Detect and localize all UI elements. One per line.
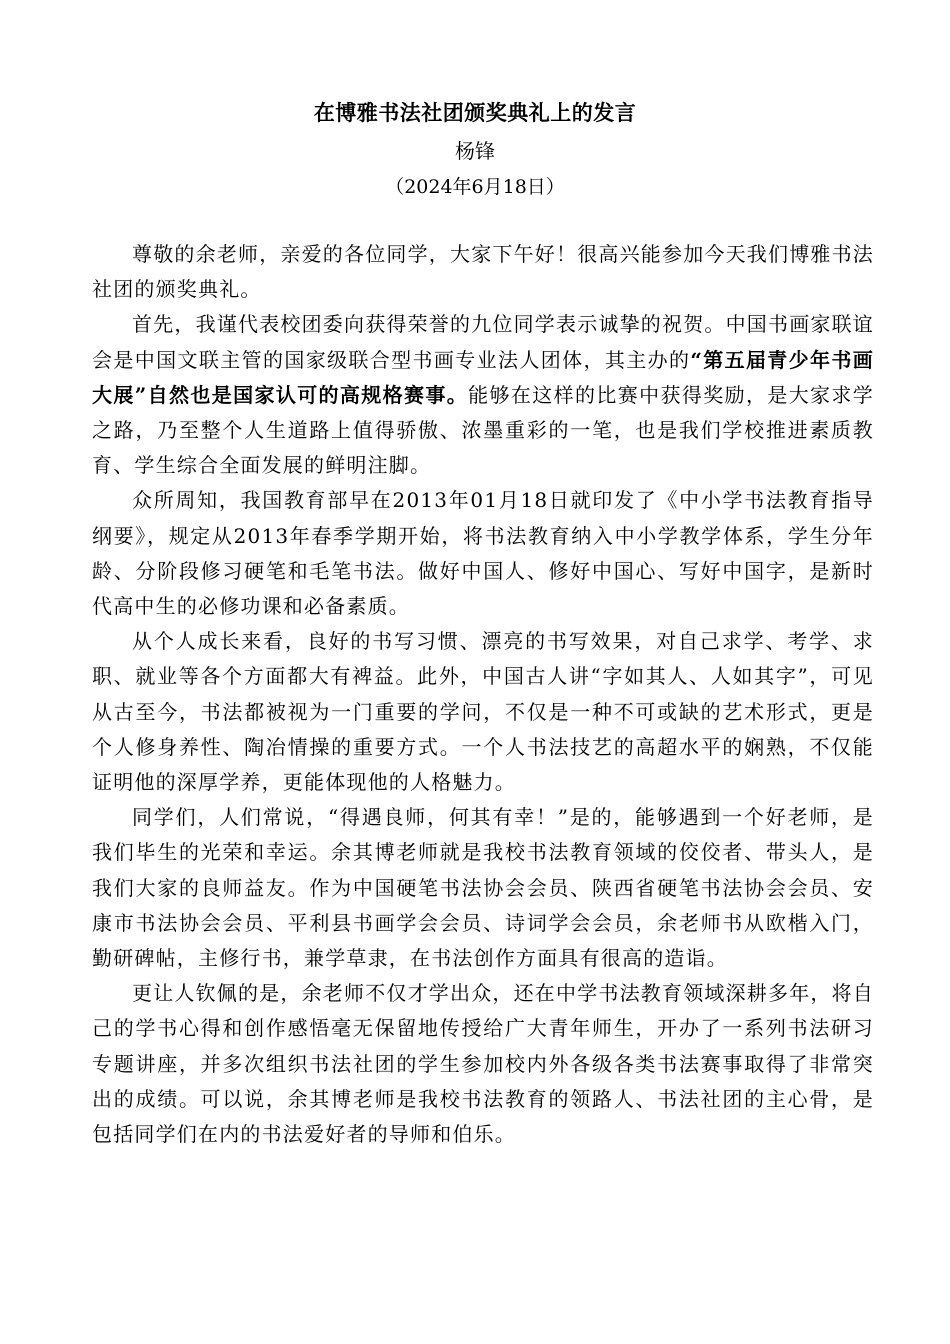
paragraph-teacher-praise: 更让人钦佩的是，余老师不仅才学出众，还在中学书法教育领域深耕多年，将自己的学书心得和创作感悟毫无保留地传授给广大青年师生，开办了一系列书法研习专题讲座，并多次组织书法社团的学生参加校内外各级各类书法赛事取得了非常突出的成绩。可以说，余其博老师是我校书法教育的领路人、书法社团的主心骨，是包括同学们在内的书法爱好者的导师和伯乐。 xyxy=(92,981,874,1147)
document-author: 杨锋 xyxy=(455,139,495,163)
paragraph-personal-growth: 从个人成长来看，良好的书写习惯、漂亮的书写效果，对自己求学、考学、求职、就业等各个方面都大有裨益。此外，中国古人讲“字如其人、人如其字”，可见从古至今，书法都被视为一门重要的学问，不仅是一种不可或缺的艺术形式，更是个人修身养性、陶冶情操的重要方式。一个人书法技艺的高超水平的娴熟，不仅能证明他的深厚学养，更能体现他的人格魅力。 xyxy=(92,629,874,795)
document-title: 在博雅书法社团颁奖典礼上的发言 xyxy=(313,100,637,125)
paragraph-text: 首先，我谨代表校团委向获得荣誉的九位同学表示诚挚的祝贺。中国书画家联谊会是中国文联主管的国家级联合型书画专业法人团体，其主办的 xyxy=(92,312,874,372)
paragraph-bold-text: “第五届青少年书画大展”自然也是国家认可的高规格赛事。 xyxy=(92,347,874,407)
document-body xyxy=(92,237,874,1152)
document-date: （2024年6月18日） xyxy=(385,176,565,198)
paragraph-education-policy: 众所周知，我国教育部早在2013年01月18日就印发了《中小学书法教育指导纲要》，规定从2013年春季学期开始，将书法教育纳入中小学教学体系，学生分年龄、分阶段修习硬笔和毛笔书法。做好中国人、修好中国心、写好中国字，是新时代高中生的必修功课和必备素质。 xyxy=(92,488,874,619)
paragraph-greeting: 尊敬的余老师，亲爱的各位同学，大家下午好！很高兴能参加今天我们博雅书法社团的颁奖典礼。 xyxy=(92,242,874,302)
paragraph-text: 能够在这样的比赛中获得奖励，是大家求学之路，乃至整个人生道路上值得骄傲、浓墨重彩的一笔，也是我们学校推进素质教育、学生综合全面发展的鲜明注脚。 xyxy=(92,382,874,478)
paragraph-congratulations xyxy=(92,307,874,483)
paragraph-teacher-intro: 同学们，人们常说，“得遇良师，何其有幸！”是的，能够遇到一个好老师，是我们毕生的光荣和幸运。余其博老师就是我校书法教育领域的佼佼者、带头人，是我们大家的良师益友。作为中国硬笔书法协会会员、陕西省硬笔书法协会会员、安康市书法协会会员、平利县书画学会会员、诗词学会会员，余老师书从欧楷入门，勤研碑帖，主修行书，兼学草隶，在书法创作方面具有很高的造诣。 xyxy=(92,805,874,971)
